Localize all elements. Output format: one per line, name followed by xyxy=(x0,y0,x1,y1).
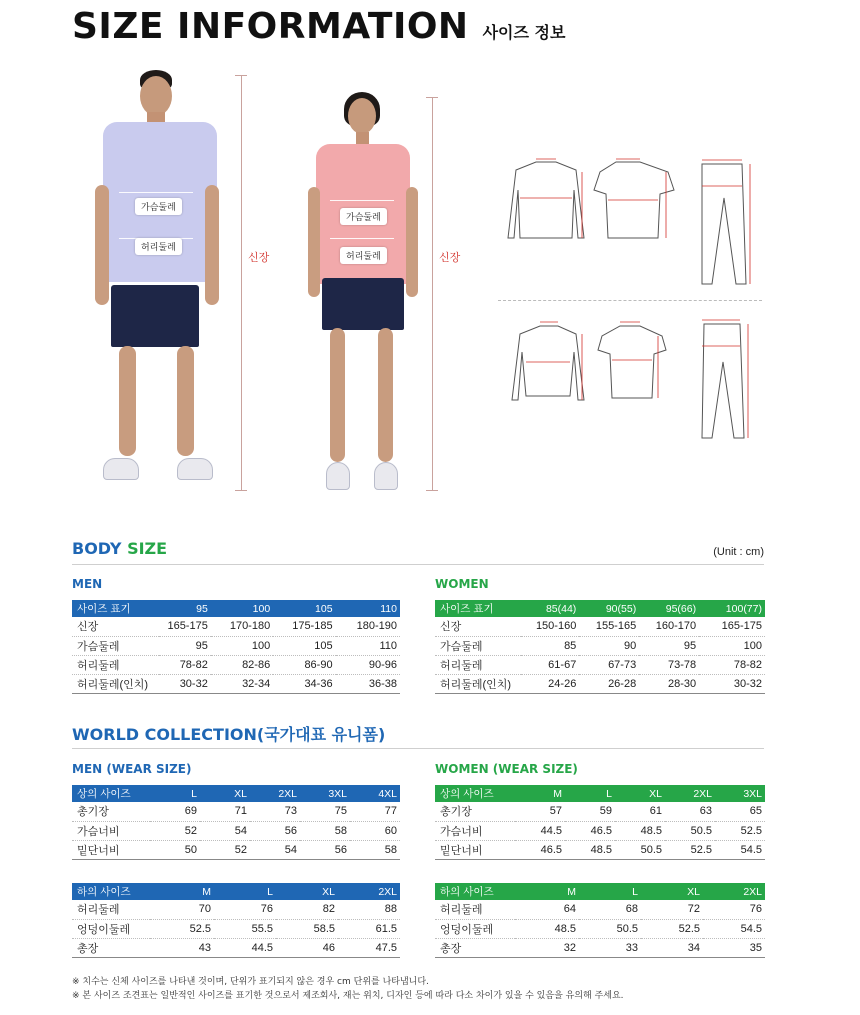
male-model-figure xyxy=(95,70,225,495)
male-chest-label: 가슴둘레 xyxy=(135,198,182,215)
size-column-header: 95(66) xyxy=(639,600,699,617)
size-label-header: 하의 사이즈 xyxy=(72,883,150,900)
size-value: 54.5 xyxy=(703,919,765,938)
row-label: 밑단너비 xyxy=(72,840,150,859)
table-row xyxy=(72,655,400,674)
size-value: 32-34 xyxy=(211,674,273,693)
row-label: 가슴둘레 xyxy=(72,636,159,655)
size-column-header: 90(55) xyxy=(579,600,639,617)
size-value: 82 xyxy=(276,900,338,919)
table-row xyxy=(435,919,765,938)
size-value: 77 xyxy=(350,802,400,821)
size-column-header: 3XL xyxy=(300,785,350,802)
table-row xyxy=(435,636,765,655)
size-value: 50.5 xyxy=(615,840,665,859)
row-label: 가슴둘레 xyxy=(435,636,521,655)
size-value: 46.5 xyxy=(515,840,565,859)
male-waist-label: 허리둘레 xyxy=(135,238,182,255)
women-longsleeve-diagram xyxy=(512,326,584,400)
body-size-title-part2: SIZE xyxy=(127,539,168,558)
size-value: 73-78 xyxy=(639,655,699,674)
size-value: 47.5 xyxy=(338,938,400,957)
size-value: 70 xyxy=(150,900,214,919)
diagram-divider xyxy=(498,300,762,301)
female-height-line xyxy=(432,97,433,491)
size-value: 44.5 xyxy=(214,938,276,957)
table-header-row xyxy=(435,600,765,617)
row-label: 총장 xyxy=(435,938,515,957)
size-value: 61 xyxy=(615,802,665,821)
size-value: 46 xyxy=(276,938,338,957)
size-value: 105 xyxy=(273,636,335,655)
page-title-sub: 사이즈 정보 xyxy=(482,23,566,42)
women-bottom-size-table xyxy=(435,883,765,958)
row-label: 총기장 xyxy=(72,802,150,821)
size-value: 95 xyxy=(639,636,699,655)
women-top-size-table xyxy=(435,785,765,860)
row-label: 가슴너비 xyxy=(435,821,515,840)
size-value: 34-36 xyxy=(273,674,335,693)
size-value: 85 xyxy=(521,636,579,655)
size-column-header: 2XL xyxy=(703,883,765,900)
size-column-header: 95 xyxy=(159,600,211,617)
size-column-header: XL xyxy=(200,785,250,802)
size-column-header: 4XL xyxy=(350,785,400,802)
female-waist-label: 허리둘레 xyxy=(340,247,387,264)
women-wear-size-label: WOMEN (WEAR SIZE) xyxy=(435,762,578,776)
size-value: 52 xyxy=(200,840,250,859)
size-value: 61.5 xyxy=(338,919,400,938)
size-value: 24-26 xyxy=(521,674,579,693)
size-value: 54 xyxy=(200,821,250,840)
size-value: 44.5 xyxy=(515,821,565,840)
size-column-header: 100(77) xyxy=(699,600,765,617)
row-label: 신장 xyxy=(435,617,521,636)
row-label: 신장 xyxy=(72,617,159,636)
size-value: 95 xyxy=(159,636,211,655)
size-value: 26-28 xyxy=(579,674,639,693)
row-label: 가슴너비 xyxy=(72,821,150,840)
size-column-header: 85(44) xyxy=(521,600,579,617)
men-body-size-label: MEN xyxy=(72,577,103,591)
unit-label: (Unit : cm) xyxy=(713,546,764,558)
women-pants-diagram xyxy=(702,324,744,438)
size-value: 52.5 xyxy=(641,919,703,938)
table-row xyxy=(72,674,400,693)
size-value: 165-175 xyxy=(699,617,765,636)
size-column-header: 2XL xyxy=(665,785,715,802)
size-value: 110 xyxy=(336,636,400,655)
size-column-header: XL xyxy=(615,785,665,802)
size-value: 28-30 xyxy=(639,674,699,693)
body-size-rule xyxy=(72,564,764,565)
size-value: 59 xyxy=(565,802,615,821)
table-row xyxy=(435,900,765,919)
men-bottom-size-table xyxy=(72,883,400,958)
men-pants-diagram xyxy=(702,164,746,284)
size-value: 165-175 xyxy=(159,617,211,636)
table-row xyxy=(435,938,765,957)
size-value: 57 xyxy=(515,802,565,821)
row-label: 허리둘레(인치) xyxy=(435,674,521,693)
men-top-size-table xyxy=(72,785,400,860)
table-row xyxy=(72,900,400,919)
size-value: 75 xyxy=(300,802,350,821)
size-value: 52.5 xyxy=(715,821,765,840)
body-size-title xyxy=(72,539,167,558)
size-value: 76 xyxy=(214,900,276,919)
size-column-header: XL xyxy=(276,883,338,900)
size-value: 88 xyxy=(338,900,400,919)
size-label-header: 사이즈 표기 xyxy=(72,600,159,617)
world-collection-title-sub: (국가대표 유니폼) xyxy=(256,725,386,744)
size-value: 90 xyxy=(579,636,639,655)
table-row xyxy=(435,674,765,693)
men-wear-size-label: MEN (WEAR SIZE) xyxy=(72,762,192,776)
size-column-header: L xyxy=(214,883,276,900)
size-column-header: 3XL xyxy=(715,785,765,802)
size-value: 82-86 xyxy=(211,655,273,674)
size-value: 54 xyxy=(250,840,300,859)
size-value: 55.5 xyxy=(214,919,276,938)
row-label: 총기장 xyxy=(435,802,515,821)
women-body-size-label: WOMEN xyxy=(435,577,489,591)
size-value: 33 xyxy=(579,938,641,957)
size-column-header: 2XL xyxy=(338,883,400,900)
size-column-header: 2XL xyxy=(250,785,300,802)
size-value: 48.5 xyxy=(565,840,615,859)
table-header-row xyxy=(435,785,765,802)
size-value: 34 xyxy=(641,938,703,957)
row-label: 허리둘레 xyxy=(72,655,159,674)
table-header-row xyxy=(435,883,765,900)
size-column-header: XL xyxy=(641,883,703,900)
size-value: 58.5 xyxy=(276,919,338,938)
size-value: 50.5 xyxy=(665,821,715,840)
footnotes xyxy=(72,975,624,1003)
row-label: 엉덩이둘레 xyxy=(435,919,515,938)
size-value: 50.5 xyxy=(579,919,641,938)
male-shorts xyxy=(111,285,199,347)
table-row xyxy=(72,821,400,840)
row-label: 허리둘레 xyxy=(72,900,150,919)
male-height-line xyxy=(241,75,242,491)
row-label: 밑단너비 xyxy=(435,840,515,859)
size-value: 71 xyxy=(200,802,250,821)
size-value: 63 xyxy=(665,802,715,821)
size-value: 58 xyxy=(300,821,350,840)
size-value: 64 xyxy=(515,900,579,919)
size-value: 65 xyxy=(715,802,765,821)
table-row xyxy=(72,636,400,655)
size-value: 48.5 xyxy=(615,821,665,840)
female-height-label: 신장 xyxy=(439,251,461,264)
size-column-header: 105 xyxy=(273,600,335,617)
size-column-header: 100 xyxy=(211,600,273,617)
footnote-2: ※ 본 사이즈 조견표는 일반적인 사이즈를 표기한 것으로서 제조회사, 재는 위치, 디자인 등에 따라 다소 차이가 있을 수 있음을 유의해 주세요. xyxy=(72,991,624,1001)
size-value: 32 xyxy=(515,938,579,957)
size-value: 90-96 xyxy=(336,655,400,674)
women-tee-diagram xyxy=(598,326,666,398)
size-value: 43 xyxy=(150,938,214,957)
size-value: 155-165 xyxy=(579,617,639,636)
female-chest-label: 가슴둘레 xyxy=(340,208,387,225)
size-value: 86-90 xyxy=(273,655,335,674)
table-row xyxy=(435,617,765,636)
size-value: 46.5 xyxy=(565,821,615,840)
size-value: 30-32 xyxy=(159,674,211,693)
size-column-header: 110 xyxy=(336,600,400,617)
size-value: 160-170 xyxy=(639,617,699,636)
size-value: 58 xyxy=(350,840,400,859)
size-label-header: 상의 사이즈 xyxy=(72,785,150,802)
size-value: 35 xyxy=(703,938,765,957)
row-label: 허리둘레 xyxy=(435,900,515,919)
size-value: 54.5 xyxy=(715,840,765,859)
table-row xyxy=(435,655,765,674)
world-collection-title-main: WORLD COLLECTION xyxy=(72,725,257,744)
size-value: 67-73 xyxy=(579,655,639,674)
size-column-header: L xyxy=(565,785,615,802)
size-label-header: 사이즈 표기 xyxy=(435,600,521,617)
women-body-size-table xyxy=(435,600,765,694)
female-model-figure xyxy=(308,92,418,492)
size-value: 175-185 xyxy=(273,617,335,636)
size-value: 78-82 xyxy=(159,655,211,674)
men-body-size-table xyxy=(72,600,400,694)
men-longsleeve-diagram xyxy=(508,162,584,238)
table-row xyxy=(72,802,400,821)
row-label: 총장 xyxy=(72,938,150,957)
table-row xyxy=(72,617,400,636)
row-label: 허리둘레(인치) xyxy=(72,674,159,693)
world-collection-title xyxy=(72,722,385,745)
size-value: 100 xyxy=(211,636,273,655)
size-value: 61-67 xyxy=(521,655,579,674)
size-column-header: L xyxy=(150,785,200,802)
size-value: 73 xyxy=(250,802,300,821)
size-label-header: 하의 사이즈 xyxy=(435,883,515,900)
table-row xyxy=(435,821,765,840)
page-title-main: SIZE INFORMATION xyxy=(72,6,469,47)
size-value: 180-190 xyxy=(336,617,400,636)
size-column-header: M xyxy=(515,785,565,802)
size-value: 170-180 xyxy=(211,617,273,636)
table-row xyxy=(435,840,765,859)
footnote-1: ※ 치수는 신체 사이즈를 나타낸 것이며, 단위가 표기되지 않은 경우 cm 단위를 나타냅니다. xyxy=(72,977,429,987)
table-row xyxy=(72,938,400,957)
size-value: 36-38 xyxy=(336,674,400,693)
size-value: 69 xyxy=(150,802,200,821)
size-value: 78-82 xyxy=(699,655,765,674)
table-row xyxy=(72,840,400,859)
size-value: 68 xyxy=(579,900,641,919)
size-value: 52.5 xyxy=(665,840,715,859)
row-label: 허리둘레 xyxy=(435,655,521,674)
size-value: 52.5 xyxy=(150,919,214,938)
body-size-title-part1: BODY xyxy=(72,539,128,558)
size-value: 48.5 xyxy=(515,919,579,938)
size-value: 56 xyxy=(250,821,300,840)
size-value: 50 xyxy=(150,840,200,859)
size-value: 72 xyxy=(641,900,703,919)
table-header-row xyxy=(72,785,400,802)
size-value: 76 xyxy=(703,900,765,919)
size-value: 60 xyxy=(350,821,400,840)
size-label-header: 상의 사이즈 xyxy=(435,785,515,802)
page-title xyxy=(72,6,565,47)
female-shorts xyxy=(322,278,404,330)
table-row xyxy=(435,802,765,821)
table-row xyxy=(72,919,400,938)
size-column-header: L xyxy=(579,883,641,900)
size-column-header: M xyxy=(515,883,579,900)
table-header-row xyxy=(72,883,400,900)
size-value: 30-32 xyxy=(699,674,765,693)
table-header-row xyxy=(72,600,400,617)
world-collection-rule xyxy=(72,748,764,749)
size-value: 56 xyxy=(300,840,350,859)
size-column-header: M xyxy=(150,883,214,900)
size-value: 150-160 xyxy=(521,617,579,636)
row-label: 엉덩이둘레 xyxy=(72,919,150,938)
size-value: 100 xyxy=(699,636,765,655)
size-value: 52 xyxy=(150,821,200,840)
male-height-label: 신장 xyxy=(248,251,270,264)
